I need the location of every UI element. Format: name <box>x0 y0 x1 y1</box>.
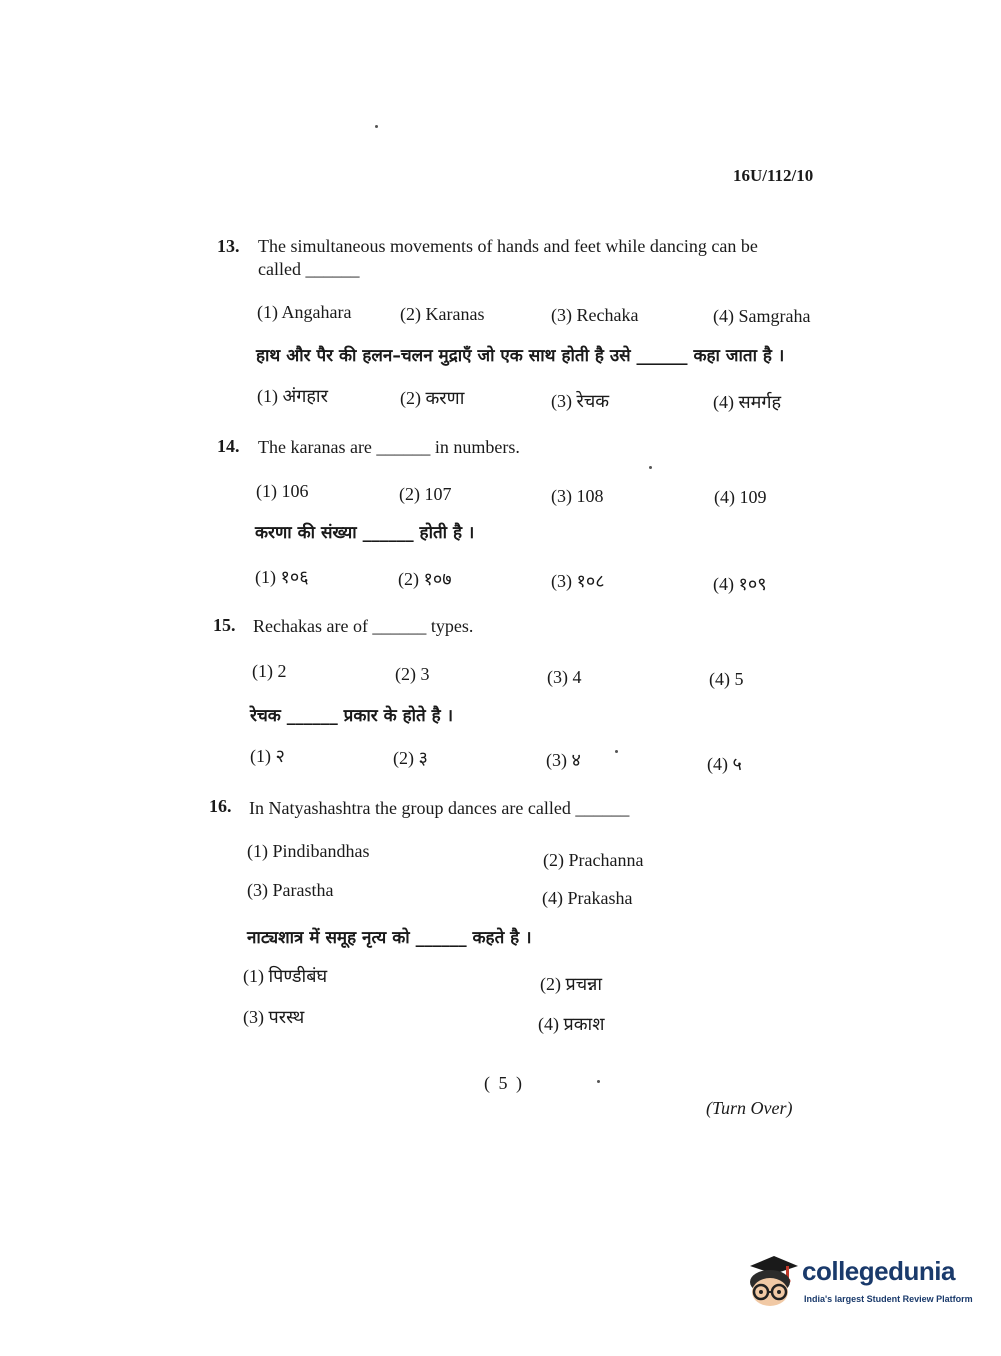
question-16-hindi-option-3: (3) परस्थ <box>243 1007 305 1027</box>
turn-over-note: (Turn Over) <box>706 1098 793 1118</box>
question-14-option-3: (3) 108 <box>551 486 604 506</box>
question-16-option-1: (1) Pindibandhas <box>247 841 370 861</box>
question-16-number: 16. <box>209 796 232 816</box>
question-16-hindi: नाट्यशात्र में समूह नृत्य को ______ कहते है । <box>247 928 532 948</box>
question-15-hindi-option-4: (4) ५ <box>707 754 742 774</box>
logo-name: collegedunia <box>802 1256 955 1286</box>
question-16-hindi-option-1: (1) पिण्डीबंघ <box>243 966 328 986</box>
question-14-hindi-option-1: (1) १०६ <box>255 567 309 587</box>
question-13-number: 13. <box>217 236 240 256</box>
question-16-option-3: (3) Parastha <box>247 880 334 900</box>
question-13-option-4: (4) Samgraha <box>713 306 811 326</box>
logo-tagline: India's largest Student Review Platform <box>804 1294 973 1304</box>
question-14-hindi-option-3: (3) १०८ <box>551 571 605 591</box>
question-13-hindi-option-4: (4) समर्गह <box>713 392 782 412</box>
question-13-text: The simultaneous movements of hands and feet while dancing can be <box>258 236 758 256</box>
speck <box>649 466 652 469</box>
question-14-number: 14. <box>217 436 240 456</box>
mascot-icon <box>742 1252 800 1312</box>
question-15-text: Rechakas are of ______ types. <box>253 616 474 636</box>
collegedunia-logo <box>742 1252 972 1322</box>
question-13-hindi: हाथ और पैर की हलन–चलन मुद्राएँ जो एक साथ होती है उसे ______ कहा जाता है । <box>256 346 785 366</box>
question-13-hindi-option-2: (2) करणा <box>400 388 465 408</box>
page-number: ( 5 ) <box>484 1073 524 1093</box>
question-14-hindi-option-2: (2) १०७ <box>398 569 452 589</box>
question-13-option-3: (3) Rechaka <box>551 305 639 325</box>
question-16-option-2: (2) Prachanna <box>543 850 644 870</box>
question-16-text: In Natyashashtra the group dances are called ______ <box>249 798 630 818</box>
question-15-option-1: (1) 2 <box>252 661 287 681</box>
question-16-hindi-option-4: (4) प्रकाश <box>538 1014 605 1034</box>
question-13-text-line2: called ______ <box>258 259 360 279</box>
question-15-hindi-option-1: (1) २ <box>250 746 285 766</box>
question-15-hindi-option-2: (2) ३ <box>393 748 428 768</box>
speck <box>375 125 378 128</box>
question-13-option-2: (2) Karanas <box>400 304 485 324</box>
question-14-option-4: (4) 109 <box>714 487 767 507</box>
question-14-hindi: करणा की संख्या ______ होती है । <box>255 523 475 543</box>
speck <box>615 750 618 753</box>
question-14-option-2: (2) 107 <box>399 484 452 504</box>
question-14-option-1: (1) 106 <box>256 481 309 501</box>
question-13-hindi-option-3: (3) रेचक <box>551 391 610 411</box>
question-15-option-4: (4) 5 <box>709 669 744 689</box>
question-16-option-4: (4) Prakasha <box>542 888 633 908</box>
question-15-hindi-option-3: (3) ४ <box>546 750 581 770</box>
question-14-text: The karanas are ______ in numbers. <box>258 437 520 457</box>
question-15-hindi: रेचक ______ प्रकार के होते है । <box>250 706 454 726</box>
paper-code: 16U/112/10 <box>733 166 814 185</box>
question-13-option-1: (1) Angahara <box>257 302 352 322</box>
question-15-option-3: (3) 4 <box>547 667 582 687</box>
question-15-number: 15. <box>213 615 236 635</box>
question-16-hindi-option-2: (2) प्रचन्ना <box>540 974 603 994</box>
question-15-option-2: (2) 3 <box>395 664 430 684</box>
question-14-hindi-option-4: (4) १०९ <box>713 574 767 594</box>
speck <box>597 1080 600 1083</box>
question-13-hindi-option-1: (1) अंगहार <box>257 386 328 406</box>
